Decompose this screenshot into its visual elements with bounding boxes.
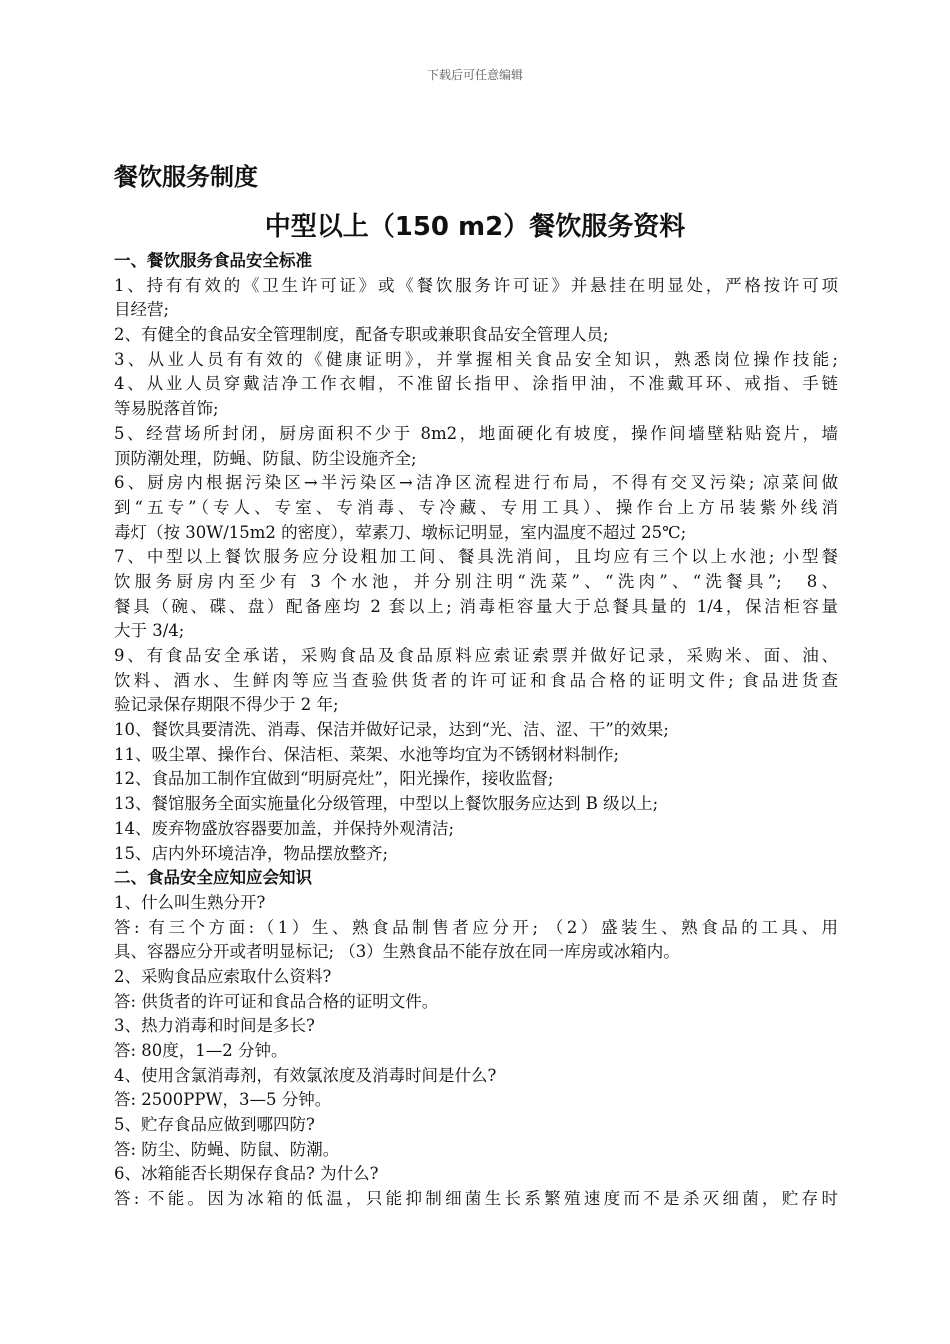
header-note: 下载后可任意编辑	[426, 68, 523, 82]
text-line: 答: 不能。因为冰箱的低温，只能抑制细菌生长系繁殖速度而不是杀灭细菌，贮存时	[114, 1189, 838, 1209]
text-line: 4、从业人员穿戴洁净工作衣帽，不准留长指甲、涂指甲油，不准戴耳环、戒指、手链	[114, 374, 838, 394]
text-line: 5、贮存食品应做到哪四防?	[114, 1115, 315, 1135]
document-title: 餐饮服务制度	[114, 163, 258, 191]
text-line: 到“五专”（专人、专室、专消毒、专冷藏、专用工具）、操作台上方吊装紫外线消	[114, 497, 838, 517]
text-line: 饮料、酒水、生鲜肉等应当查验供货者的许可证和食品合格的证明文件; 食品进货查	[114, 670, 838, 690]
section-heading: 一、餐饮服务食品安全标准	[114, 251, 312, 270]
text-line: 答: 80度，1—2 分钟。	[114, 1041, 288, 1060]
text-line: 大于 3/4;	[114, 621, 185, 641]
text-line: 3、从业人员有有效的《健康证明》，并掌握相关食品安全知识，熟悉岗位操作技能;	[114, 349, 838, 369]
text-line: 2、有健全的食品安全管理制度，配备专职或兼职食品安全管理人员;	[114, 325, 609, 345]
text-line: 1、什么叫生熟分开?	[114, 892, 266, 912]
text-line: 3、热力消毒和时间是多长?	[114, 1016, 315, 1036]
text-line: 5、经营场所封闭，厨房面积不少于 8m2，地面硬化有坡度，操作间墙壁粘贴瓷片，墙	[114, 423, 838, 443]
text-line: 7、中型以上餐饮服务应分设粗加工间、餐具洗消间，且均应有三个以上水池; 小型餐	[114, 547, 838, 567]
text-line: 13、餐馆服务全面实施量化分级管理，中型以上餐饮服务应达到 B 级以上;	[114, 794, 659, 814]
text-line: 9、有食品安全承诺，采购食品及食品原料应索证索票并做好记录，采购米、面、油、	[114, 646, 838, 665]
text-line: 10、餐饮具要清洗、消毒、保洁并做好记录，达到“光、洁、涩、干”的效果;	[114, 720, 669, 740]
text-line: 6、冰箱能否长期保存食品? 为什么?	[114, 1164, 379, 1184]
main-title: 中型以上（150 m2）餐饮服务资料	[264, 212, 686, 242]
text-line: 1、持有有效的《卫生许可证》或《餐饮服务许可证》并悬挂在明显处，严格按许可项	[114, 275, 838, 295]
text-line: 15、店内外环境洁净，物品摆放整齐;	[114, 843, 389, 863]
document-body	[114, 249, 838, 1212]
text-line: 目经营;	[114, 300, 170, 320]
text-line: 顶防潮处理，防蝇、防鼠、防尘设施齐全;	[114, 448, 417, 468]
text-line: 验记录保存期限不得少于 2 年;	[114, 695, 339, 715]
text-line: 答: 防尘、防蝇、防鼠、防潮。	[114, 1139, 340, 1159]
text-line: 14、废弃物盛放容器要加盖，并保持外观清洁;	[114, 818, 455, 838]
text-line: 答: 供货者的许可证和食品合格的证明文件。	[114, 991, 439, 1011]
text-line: 等易脱落首饰;	[114, 399, 219, 419]
text-line: 2、采购食品应索取什么资料?	[114, 966, 332, 986]
text-line: 饮服务厨房内至少有 3 个水池，并分别注明“洗菜”、“洗肉”、“洗餐具”; 8、	[114, 571, 838, 591]
section-heading: 二、食品安全应知应会知识	[114, 868, 312, 888]
text-line: 毒灯（按 30W/15m2 的密度），荤素刀、墩标记明显，室内温度不超过 25℃;	[114, 522, 687, 542]
text-line: 4、使用含氯消毒剂，有效氯浓度及消毒时间是什么?	[114, 1065, 497, 1085]
text-line: 11、吸尘罩、操作台、保洁柜、菜架、水池等均宜为不锈钢材料制作;	[114, 744, 620, 764]
text-line: 6、厨房内根据污染区→半污染区→洁净区流程进行布局，不得有交叉污染; 凉菜间做	[114, 473, 838, 493]
text-line: 答: 2500PPW，3—5 分钟。	[114, 1090, 332, 1110]
text-line: 餐具（碗、碟、盘）配备座均 2 套以上; 消毒柜容量大于总餐具量的 1/4，保洁柜容量	[114, 596, 838, 616]
text-line: 12、食品加工制作宜做到“明厨亮灶”，阳光操作，接收监督;	[114, 769, 554, 789]
text-line: 答: 有三个方面:（1）生、熟食品制售者应分开; （2）盛装生、熟食品的工具、用	[114, 917, 838, 937]
text-line: 具、容器应分开或者明显标记; （3）生熟食品不能存放在同一库房或冰箱内。	[114, 942, 680, 962]
